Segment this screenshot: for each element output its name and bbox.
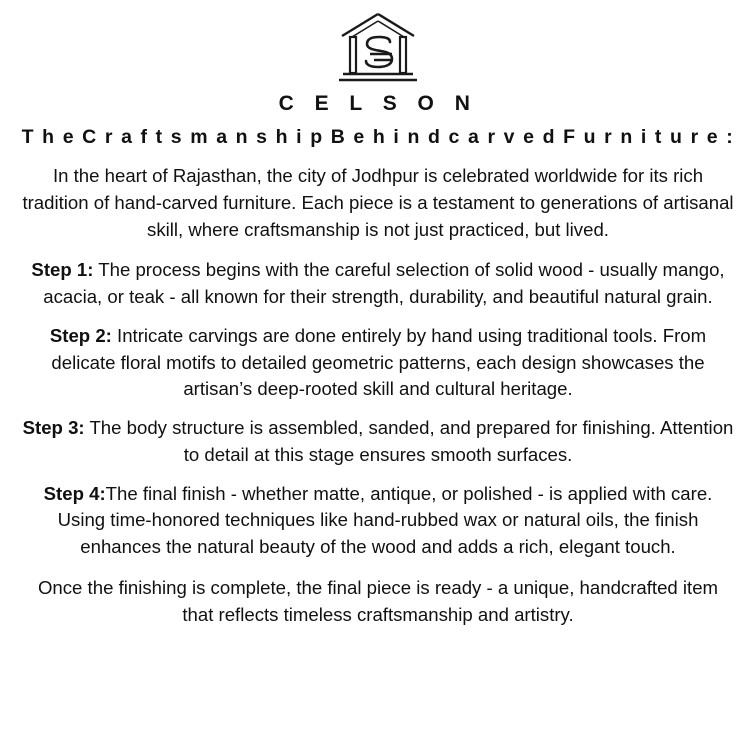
step-3-label: Step 3: [22, 417, 85, 439]
step-2-text: Intricate carvings are done entirely by hand using traditional tools. From delicate floral motifs to detailed geometric patterns, each design showcases the artisan’s deep-rooted skill and cultural heritage. [51, 324, 707, 400]
step-1-label: Step 1: [31, 259, 94, 281]
intro-paragraph: In the heart of Rajasthan, the city of Jodhpur is celebrated worldwide for its rich tradition of hand-carved furniture. Each piece is a testament to generations of artisanal skill, where craftsmanship is not just practiced, but lived. [22, 165, 734, 240]
step-3-text: The body structure is assembled, sanded, and prepared for finishing. Attention to detail at this stage ensures smooth surfaces. [84, 417, 734, 465]
logo-container [18, 10, 738, 88]
celson-house-monogram-logo [330, 10, 426, 88]
step-4-paragraph [22, 481, 734, 561]
closing-paragraph: Once the finishing is complete, the final piece is ready - a unique, handcrafted item that reflects timeless craftsmanship and artistry. [37, 576, 719, 625]
step-1-text: The process begins with the careful selection of solid wood - usually mango, acacia, or teak - all known for their strength, durability, and beautiful natural grain. [43, 259, 725, 308]
step-4-text: The final finish - whether matte, antique, or polished - is applied with care. Using time-honored techniques like hand-rubbed wax or natural oils, the finish enhances the natural beauty of the wood and adds a rich, elegant touch. [57, 482, 713, 558]
step-3-paragraph [22, 415, 734, 469]
step-4-label: Step 4: [43, 482, 106, 504]
page-title: T h e C r a f t s m a n s h i p B e h i n d c a r v e d F u r n i t u r e : [21, 126, 735, 148]
step-2-label: Step 2: [49, 324, 112, 346]
step-1-paragraph [22, 257, 734, 311]
step-2-paragraph [22, 323, 734, 403]
brand-name: C E L S O N [278, 92, 478, 115]
